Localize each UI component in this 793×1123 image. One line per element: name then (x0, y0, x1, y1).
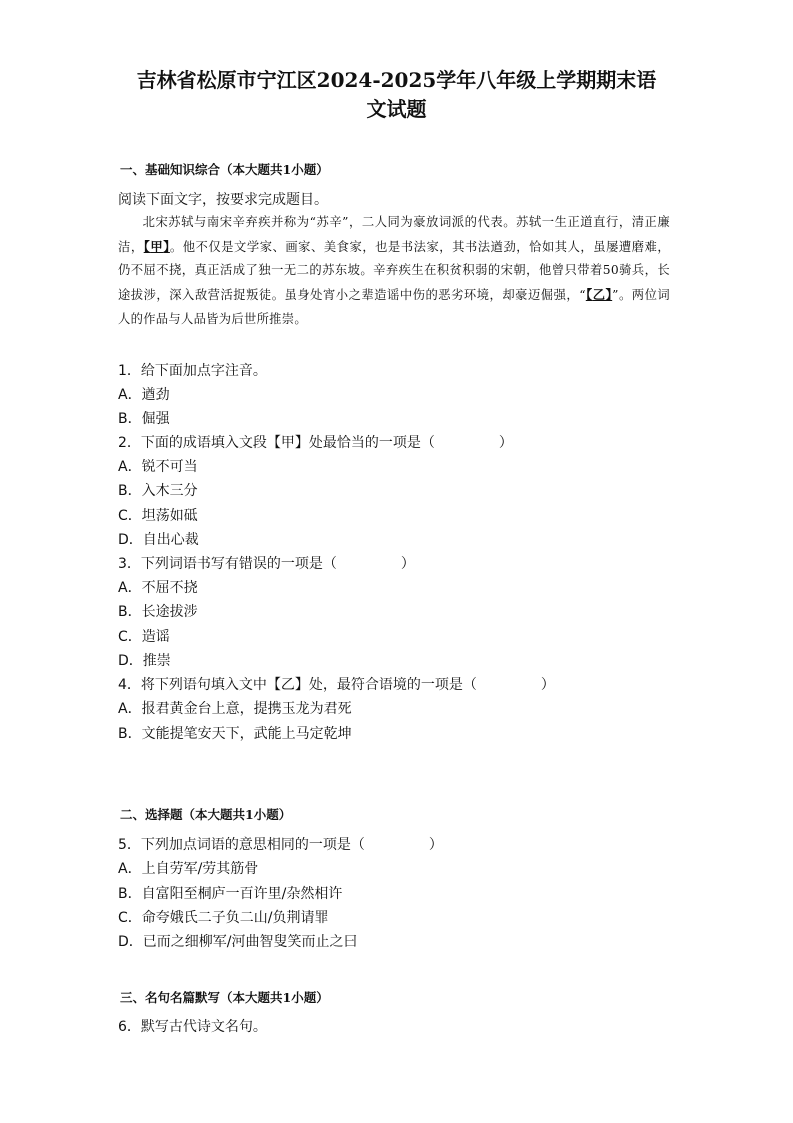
question-3-stem-text: 3．下列词语书写有错误的一项是 (118, 556, 323, 572)
question-4-option-a: A．报君黄金台上意，提携玉龙为君死 (118, 701, 352, 717)
exam-title-line1: 吉林省松原市宁江区2024-2025学年八年级上学期期末语 (136, 68, 657, 92)
passage-part-2: 。他不仅是文学家、画家、美食家，也是书法家，其书法遒劲，恰如其人，虽屡遭磨难，仍不屈不挠，真正活成了独一无二的苏东坡。辛弃疾生在积贫积弱的宋朝，他曾只带着50骑兵，长途拔涉，深入敌营活捉叛徒。虽身处宵小之辈造谣中伤的恶劣环境，却豪迈倔强，“ (118, 239, 671, 303)
reading-instruction: 阅读下面文字，按要求完成题目。 (118, 192, 328, 208)
question-2-stem-after: 处最恰当的一项是 (308, 435, 421, 451)
section-heading-1: 一、基础知识综合（本大题共1小题） (120, 162, 329, 177)
question-3-option-c: C．造谣 (118, 629, 170, 645)
question-3-option-d: D．推崇 (118, 653, 171, 669)
question-3-option-b: B．长途拔涉 (118, 604, 198, 620)
passage-part-3: ”。两位词人的作品与人品皆为后世所推崇。 (118, 288, 671, 326)
section-heading-3: 三、名句名篇默写（本大题共1小题） (120, 990, 329, 1005)
question-6-stem: 6．默写古代诗文名句。 (118, 1019, 267, 1035)
question-5-option-b: B．自富阳至桐庐一百许里/杂然相许 (118, 886, 343, 902)
question-4-mark: 【乙】 (266, 677, 309, 693)
question-5-stem (118, 835, 443, 855)
question-2-mark-label: 甲 (280, 435, 295, 451)
question-4-stem (118, 675, 555, 695)
passage-part-1: 北宋苏轼与南宋辛弃疾并称为“苏辛”，二人同为豪放词派的代表。苏轼一生正道直行，清正廉洁， (118, 215, 670, 254)
question-1-option-b: B．倔强 (118, 411, 170, 427)
exam-title-line2: 文试题 (366, 97, 427, 121)
question-4-stem-after: 处，最符合语境的一项是 (308, 677, 463, 693)
question-2-option-d: D．自出心裁 (118, 532, 199, 548)
reading-passage (118, 211, 670, 332)
passage-mark-jia: 【 甲 】 (144, 239, 170, 254)
question-4-stem-before: 4．将下列语句填入文中 (118, 677, 267, 693)
question-5-option-a: A．上自劳军/劳其筋骨 (118, 861, 259, 877)
section-heading-2: 二、选择题（本大题共1小题） (120, 807, 292, 822)
answer-blank (351, 837, 443, 853)
question-2-option-b: B．入木三分 (118, 483, 198, 499)
question-1-stem: 1．给下面加点字注音。 (118, 363, 267, 379)
passage-mark-yi: 【 乙 】 (586, 287, 612, 302)
answer-blank (421, 435, 513, 451)
question-5-stem-text: 5．下列加点词语的意思相同的一项是 (118, 837, 351, 853)
answer-blank (323, 556, 415, 572)
question-3-option-a: A．不屈不挠 (118, 580, 198, 596)
question-2-option-c: C．坦荡如砥 (118, 508, 198, 524)
question-4-mark-label: 乙 (280, 677, 295, 693)
question-2-mark: 【甲】 (266, 435, 309, 451)
question-2-stem-before: 2．下面的成语填入文段 (118, 435, 267, 451)
question-5-option-c: C．命夸娥氏二子负二山/负荆请罪 (118, 910, 329, 926)
question-1-option-a: A．遒劲 (118, 387, 170, 403)
question-3-stem (118, 554, 415, 574)
question-4-option-b: B．文能提笔安天下，武能上马定乾坤 (118, 726, 352, 742)
question-2-option-a: A．锐不可当 (118, 459, 198, 475)
question-2-stem (118, 433, 513, 453)
question-5-option-d: D．已而之细柳军/河曲智叟笑而止之曰 (118, 934, 358, 950)
answer-blank (463, 677, 555, 693)
